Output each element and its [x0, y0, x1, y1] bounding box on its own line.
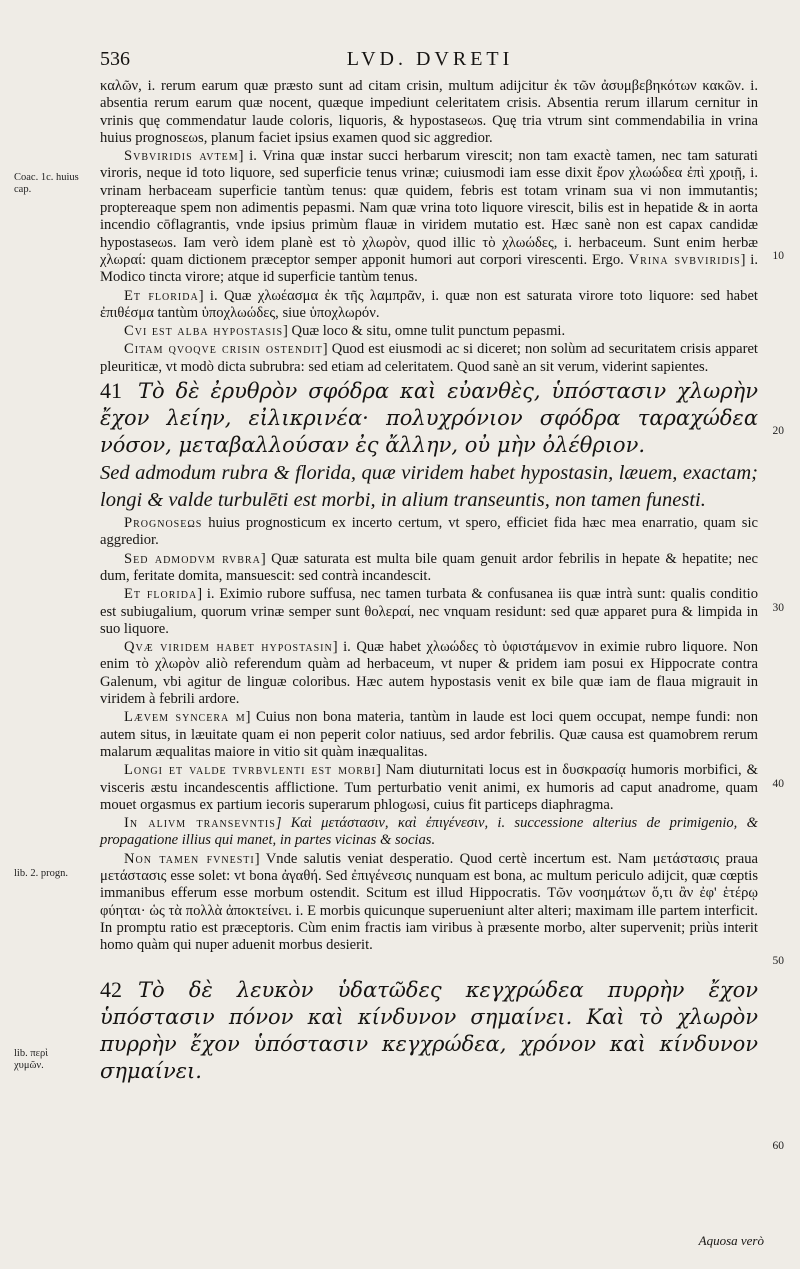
lemma: Et florida	[124, 586, 198, 603]
lemma: Vrina svbviridis	[628, 251, 741, 268]
commentary-paragraph: Lævem syncera m] Cuius non bona materia, tantùm in laude est loci quem occupat, nempe fundi: non autem situs, in læuitate quam ei non peperit color natiuus, sed ardor febrilis. Quæ causa est quamobrem rerum malarum æqualitas maiore in vitio sit quàm inæqualitas.	[100, 709, 758, 760]
commentary-paragraph: Prognoseωs huius prognosticum ex incerto certum, vt spero, efficiet fida hæc mea enarratio, quam sic aggredior.	[100, 515, 758, 549]
aphorism-number: 41	[100, 378, 122, 404]
commentary-paragraph: Longi et valde tvrbvlenti est morbi] Nam diuturnitati locus est in δυσκρασίᾳ humoris morbifici, & visceris æstu incandescentis afflictione. Tum perturbatio venit animi, ex humoris ad caput anadrome, quam mouet orgasmus ex partium iecoris superarum phlogωsi, cuius fit particeps diaphragma.	[100, 762, 758, 813]
main-text	[100, 78, 758, 1086]
catchword: Aquosa verò	[698, 1233, 764, 1248]
commentary-paragraph: In alivm transevntis] Καὶ μετάστασιν, καὶ ἐπιγένεσιν, i. successione alterius de primigenio, & propagatione illius qui manet, in partes vicinas & socias.	[100, 815, 758, 849]
lemma: Prognoseωs	[124, 515, 203, 532]
lemma: Cvi est alba hypostasis	[124, 323, 284, 340]
lemma: In alivm transevntis	[124, 815, 276, 832]
lemma: Et florida	[124, 287, 199, 304]
commentary-paragraph: Qvæ viridem habet hypostasin] i. Quæ habet χλωώδες τὸ ὑφιστάμενον in eximie rubro liquore. Non enim τὸ χλωρὸν aliò referendum quàm ad herbaceum, vt nuper & pridem iam posui ex Hippocrate contra Galenum, vbi agitur de linguæ coloribus. Hæc autem hypostasis venit ex bile quæ iam de flaua migrauit in viridem à febrili ardore.	[100, 639, 758, 708]
running-title: LVD. DVRETI	[346, 48, 514, 70]
commentary-paragraph: Svbviridis avtem] i. Vrina quæ instar succi herbarum virescit; non tam exactè tamen, nec tam saturati viroris, neque id toto liquore, sed superficie tenus vrinæ; cuiusmodi iam esse dixit ἔρον χλωώδεα ἐπὶ χροιῇ, i. vrinam herbaceam superficie tantùm tenus: quæ quidem, febris est totam vrinam sua vi non immutantis; proptereaque spem non adimentis pepasmi. Nam quæ vrina toto liquore virescit, bilis est in hepatide & in aorta incendio cōflagrantis, vnde ipsius primùm flauæ in viridem mutatio est. Hæc sanè non est capax candidæ hypostaseωs. Iam verò idem planè est τὸ χλωρὸν, quod illic τὸ χλωώδες, i. herbaceum. Sunt enim herbæ χλωραί: quam dictionem præceptor semper apponit humori aut corpori virescenti. Ergo. Vrina svbviridis] i. Modico tincta virore; atque id superficie tantùm tenus.	[100, 148, 758, 286]
lemma: Svbviridis avtem	[124, 148, 239, 165]
aphorism-number: 42	[100, 977, 122, 1003]
commentary-paragraph: Non tamen fvnesti] Vnde salutis veniat desperatio. Quod certè incertum est. Nam μετάστασις praua μετάστασις esse solet: vt bona ἀγαθή. Sed ἐπιγένεσις nunquam est bona, ac multum periculo adijcit, quæ cœptis immanibus efferum esse morbum ostendit. Scitum est illud Hippocratis. Τῶν νοσημάτων ὅ,τι ἂν ἐφ' ἑτέρῳ φύηται· ὡς τὰ πολλὰ ἀποκτείνει. i. E morbis quicunque superueniunt alter alteri; maximam ille partem interficit. In promptu ratio est præceptoris. Cùm enim fractis iam viribus à præsente morbo, alter supervenit; priùs interit homo quàm qui nuper aduenit morbus desierit.	[100, 850, 758, 954]
margin-note-coac: Coac. 1c. huius cap.	[14, 172, 79, 195]
line-number: 20	[772, 425, 784, 437]
aphorism-42-greek: 42 Τὸ δὲ λευκὸν ὑδατῶδες κεγχρώδεα πυρρὴν ἔχον ὑπόστασιν πόνον καὶ κίνδυνον σημαίνει. Καὶ τὸ χλωρὸν πυρρὴν ἔχον ὑπόστασιν κεγχρώδεα, χρόνον καὶ κίνδυνον σημαίνει.	[100, 977, 758, 1084]
aphorism-41-latin: Sed admodum rubra & florida, quæ viridem habet hypostasin, læuem, exactam; longi & valde turbulēti est morbi, in alium transeuntis, non tamen funesti.	[100, 462, 758, 512]
commentary-paragraph: Citam qvoqve crisin ostendit] Quod est eiusmodi ac si diceret; non solùm ad securitatem crisis apparet pleuriticæ, vt modò dicta subrubra: sed etiam ad celeritatem. Quod sanè an sit verum, viderint sapientes.	[100, 341, 758, 375]
lemma: Qvæ viridem habet hypostasin	[124, 639, 333, 656]
line-number: 60	[772, 1140, 784, 1152]
commentary-paragraph: Et florida] i. Quæ χλωέασμα ἐκ τῆς λαμπρᾶν, i. quæ non est saturata virore toto liquore: sed habet ἐπιθέσμα tantùm ὑποχλωώδες, siue ὑποχλωρόν.	[100, 287, 758, 321]
commentary-paragraph: Sed admodvm rvbra] Quæ saturata est multa bile quam genuit ardor febrilis in hepate & hepatite; nec dum, feritate domita, mansuescit: sed contrà incandescit.	[100, 550, 758, 584]
page-number: 536	[100, 48, 130, 70]
lemma: Citam qvoqve crisin ostendit	[124, 341, 323, 358]
line-number: 30	[772, 602, 784, 614]
line-number: 50	[772, 955, 784, 967]
lemma: Longi et valde tvrbvlenti est morbi	[124, 762, 376, 779]
commentary-paragraph: Cvi est alba hypostasis] Quæ loco & situ, omne tulit punctum pepasmi.	[124, 323, 566, 340]
commentary-paragraph: καλῶν, i. rerum earum quæ præsto sunt ad citam crisin, multum adijcitur ἐκ τῶν ἀσυμβεβηκότων κακῶν. i. absentia rerum earum quæ nocent, quæque impediunt celeritatem crisis. Absentia rerum illarum cernitur in vrinis quę commendatur laude coloris, liquoris, & hypostaseωs. Quę tria vtrum sint commendabilia in vrina huius prognosεωs, planum faciet ipsius examen quod sic aggredior.	[100, 78, 758, 146]
running-header	[100, 44, 760, 74]
lemma: Lævem syncera m	[124, 709, 246, 726]
lemma: Sed admodvm rvbra	[124, 550, 261, 567]
line-number: 40	[772, 778, 784, 790]
margin-note-humoribus: lib. περὶ χυμῶν.	[14, 1048, 49, 1071]
lemma: Non tamen fvnesti	[124, 850, 255, 867]
aphorism-41-greek: 41 Τὸ δὲ ἐρυθρὸν σφόδρα καὶ εὐανθὲς, ὑπόστασιν χλωρὴν ἔχον λείην, εἰλικρινέα· πολυχρόνιον σφόδρα ταραχώδεα νόσον, μεταβαλλούσαν ἐς ἄλλην, οὐ μὴν ὀλέθριον.	[100, 378, 758, 458]
margin-note-prognostic: lib. 2. progn.	[14, 868, 68, 879]
commentary-paragraph: Et florida] i. Eximio rubore suffusa, nec tamen turbata & confusanea iis quæ intrà sunt: qualis conditio est subiugalium, quorum vrinæ semper sunt θολεραί, nec vnquam residunt: sed quæ apparet pura & limpida in suo liquore.	[100, 586, 758, 637]
line-number: 10	[772, 250, 784, 262]
